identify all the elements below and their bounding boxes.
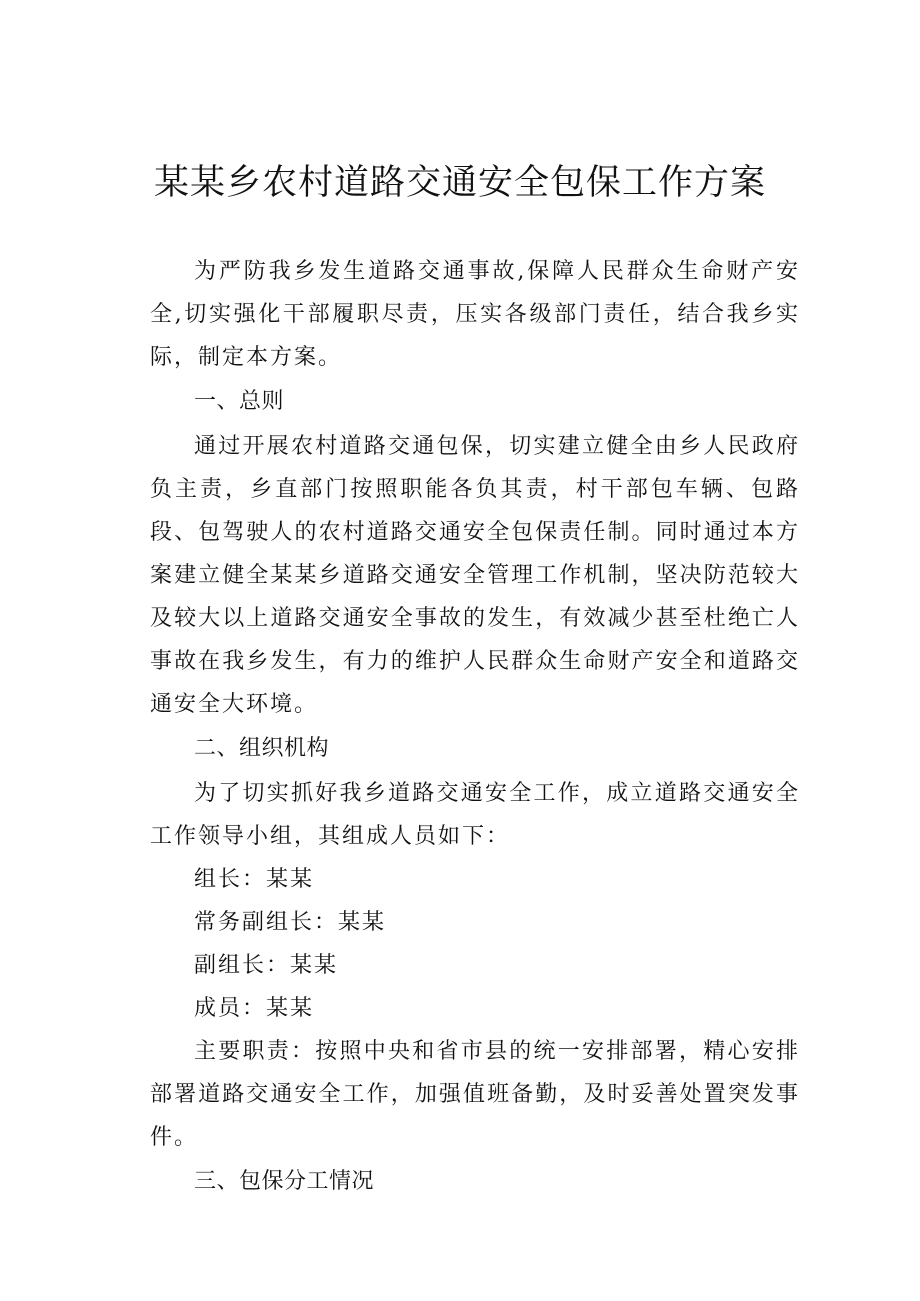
member-leader: 组长：某某 — [194, 867, 315, 892]
member-members: 成员：某某 — [194, 996, 315, 1021]
intro-paragraph: 为严防我乡发生道路交通事故,保障人民群众生命财产安全,切实强化干部履职尽责，压实各级部门责任，结合我乡实际，制定本方案。 — [150, 259, 800, 370]
section-heading-organization: 二、组织机构 — [194, 736, 330, 761]
member-executive-deputy: 常务副组长：某某 — [194, 910, 387, 935]
document-body — [150, 250, 800, 1205]
section-paragraph-organization: 为了切实抓好我乡道路交通安全工作，成立道路交通安全工作领导小组，其组成人员如下： — [150, 781, 800, 849]
section-heading-general: 一、总则 — [194, 389, 285, 414]
document-title: 某某乡农村道路交通安全包保工作方案 — [153, 163, 766, 203]
section-paragraph-general: 通过开展农村道路交通包保，切实建立健全由乡人民政府负主责，乡直部门按照职能各负其责，村干部包车辆、包路段、包驾驶人的农村道路交通安全包保责任制。同时通过本方案建立健全某某乡道路交通安全管理工作机制，坚决防范较大及较大以上道路交通安全事故的发生，有效减少甚至杜绝亡人事故在我乡发生，有力的维护人民群众生命财产安全和道路交通安全大环境。 — [150, 434, 800, 717]
section-heading-assignment: 三、包保分工情况 — [194, 1169, 375, 1194]
member-deputy: 副组长：某某 — [194, 953, 339, 978]
section-duties: 主要职责：按照中央和省市县的统一安排部署，精心安排部署道路交通安全工作，加强值班备勤，及时妥善处置突发事件。 — [150, 1039, 800, 1150]
